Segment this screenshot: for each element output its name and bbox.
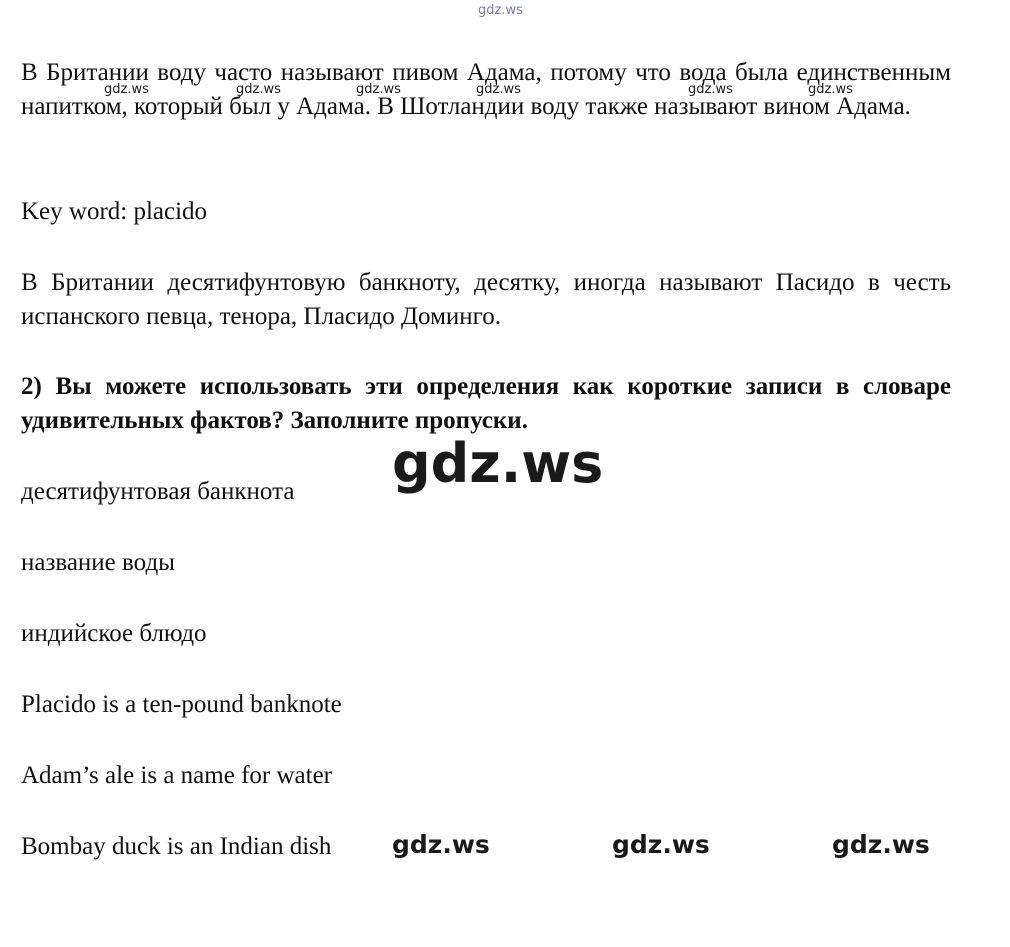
watermark-top: gdz.ws: [478, 3, 523, 18]
paragraph-placido: В Британии десятифунтовую банкноту, десятку, иногда называют Пасидо в честь испанского певца, тенора, Пласидо Доминго.: [21, 269, 951, 330]
answer-item: Adam’s ale is a name for water: [21, 762, 332, 789]
watermark-small: gdz.ws: [688, 82, 733, 97]
task-heading: 2) Вы можете использовать эти определения как короткие записи в словаре удивительных фактов? Заполните пропуски.: [21, 373, 951, 434]
watermark-bottom: gdz.ws: [832, 830, 930, 859]
watermark-large: gdz.ws: [392, 432, 604, 495]
paragraph-adams-ale: В Британии воду часто называют пивом Адама, потому что вода была единственным напитком, который был у Адама. В Шотландии воду также называют вином Адама.: [21, 59, 951, 120]
definition-item: название воды: [21, 549, 175, 576]
definition-item: индийское блюдо: [21, 620, 207, 647]
watermark-small: gdz.ws: [236, 82, 281, 97]
watermark-bottom: gdz.ws: [612, 830, 710, 859]
watermark-bottom: gdz.ws: [392, 830, 490, 859]
key-word-line: Key word: placido: [21, 198, 208, 225]
watermark-small: gdz.ws: [104, 82, 149, 97]
watermark-small: gdz.ws: [476, 82, 521, 97]
answer-item: Bombay duck is an Indian dish: [21, 833, 332, 860]
definition-item: десятифунтовая банкнота: [21, 478, 295, 505]
watermark-small: gdz.ws: [808, 82, 853, 97]
watermark-small: gdz.ws: [356, 82, 401, 97]
answer-item: Placido is a ten-pound banknote: [21, 691, 342, 718]
